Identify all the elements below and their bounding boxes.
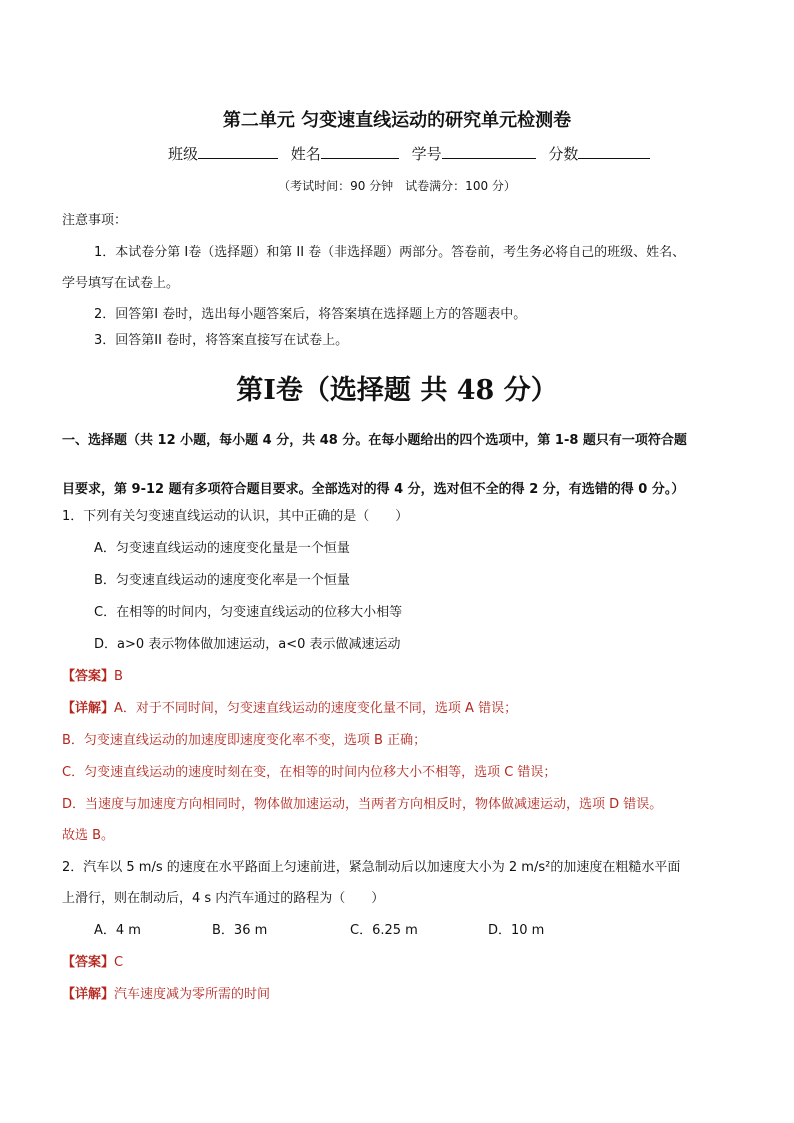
class-label: 班级 xyxy=(168,145,199,163)
section-title: 第Ⅰ卷（选择题 共 48 分） xyxy=(236,375,558,406)
q1-answer xyxy=(62,665,123,684)
name-label: 姓名 xyxy=(290,145,321,163)
note-item-2: 2．回答第I 卷时，选出每小题答案后，将答案填在选择题上方的答题表中。 xyxy=(94,307,527,322)
q1-option-b: B．匀变速直线运动的速度变化率是一个恒量 xyxy=(94,573,350,588)
q2-option-a: A．4 m xyxy=(94,923,141,938)
q2-detail xyxy=(62,983,270,1002)
page-title: 第二单元 匀变速直线运动的研究单元检测卷 xyxy=(222,110,572,131)
q1-stem: 1．下列有关匀变速直线运动的认识，其中正确的是（ ） xyxy=(62,509,409,524)
q2-answer xyxy=(62,951,123,970)
instructions-line-1: 一、选择题（共 12 小题，每小题 4 分，共 48 分。在每小题给出的四个选项中，第 1-8 题只有一项符合题 xyxy=(62,433,687,448)
answer-value: C xyxy=(114,955,124,970)
q1-detail-line-2: B．匀变速直线运动的加速度即速度变化率不变，选项 B 正确； xyxy=(62,733,427,748)
score-field[interactable] xyxy=(578,144,650,159)
note-item-1-line-2: 学号填写在试卷上。 xyxy=(62,276,180,291)
answer-value: B xyxy=(114,669,123,684)
id-label: 学号 xyxy=(411,145,442,163)
exam-info: （考试时间：90 分钟 试卷满分：100 分） xyxy=(278,179,516,193)
notes-heading: 注意事项： xyxy=(62,213,128,228)
q1-conclusion: 故选 B。 xyxy=(62,828,115,843)
answer-label: 【答案】 xyxy=(62,669,115,684)
name-field[interactable] xyxy=(321,144,399,159)
instructions-line-2: 目要求，第 9-12 题有多项符合题目要求。全部选对的得 4 分，选对但不全的得 2 分，有选错的得 0 分。） xyxy=(62,482,685,497)
score-label: 分数 xyxy=(548,145,579,163)
q2-stem-line-1: 2．汽车以 5 m/s 的速度在水平路面上匀速前进，紧急制动后以加速度大小为 2 m/s²的加速度在粗糙水平面 xyxy=(62,860,681,875)
class-field[interactable] xyxy=(198,144,278,159)
note-item-1-line-1: 1．本试卷分第 I卷（选择题）和第 II 卷（非选择题）两部分。答卷前，考生务必将自己的班级、姓名、 xyxy=(94,245,686,260)
answer-label: 【答案】 xyxy=(62,955,115,970)
detail-label: 【详解】 xyxy=(62,987,115,1002)
q1-detail-line-3: C．匀变速直线运动的速度时刻在变，在相等的时间内位移大小不相等，选项 C 错误； xyxy=(62,765,557,780)
q2-option-c: C．6.25 m xyxy=(350,923,418,938)
q1-option-c: C．在相等的时间内，匀变速直线运动的位移大小相等 xyxy=(94,605,403,620)
student-info-line xyxy=(168,143,658,164)
q2-stem-line-2: 上滑行，则在制动后，4 s 内汽车通过的路程为（ ） xyxy=(62,891,385,906)
q2-option-b: B．36 m xyxy=(212,923,268,938)
detail-text: 汽车速度减为零所需的时间 xyxy=(114,987,271,1002)
q2-option-d: D．10 m xyxy=(488,923,545,938)
note-item-3: 3．回答第II 卷时，将答案直接写在试卷上。 xyxy=(94,333,349,348)
detail-text: A．对于不同时间，匀变速直线运动的速度变化量不同，选项 A 错误； xyxy=(114,701,518,716)
q1-detail-line-1 xyxy=(62,697,517,716)
q1-detail-line-4: D．当速度与加速度方向相同时，物体做加速运动，当两者方向相反时，物体做减速运动，选项 D 错误。 xyxy=(62,797,663,812)
student-id-field[interactable] xyxy=(442,144,536,159)
q1-option-d: D．a>0 表示物体做加速运动，a<0 表示做减速运动 xyxy=(94,637,401,652)
q1-option-a: A．匀变速直线运动的速度变化量是一个恒量 xyxy=(94,541,350,556)
detail-label: 【详解】 xyxy=(62,701,115,716)
